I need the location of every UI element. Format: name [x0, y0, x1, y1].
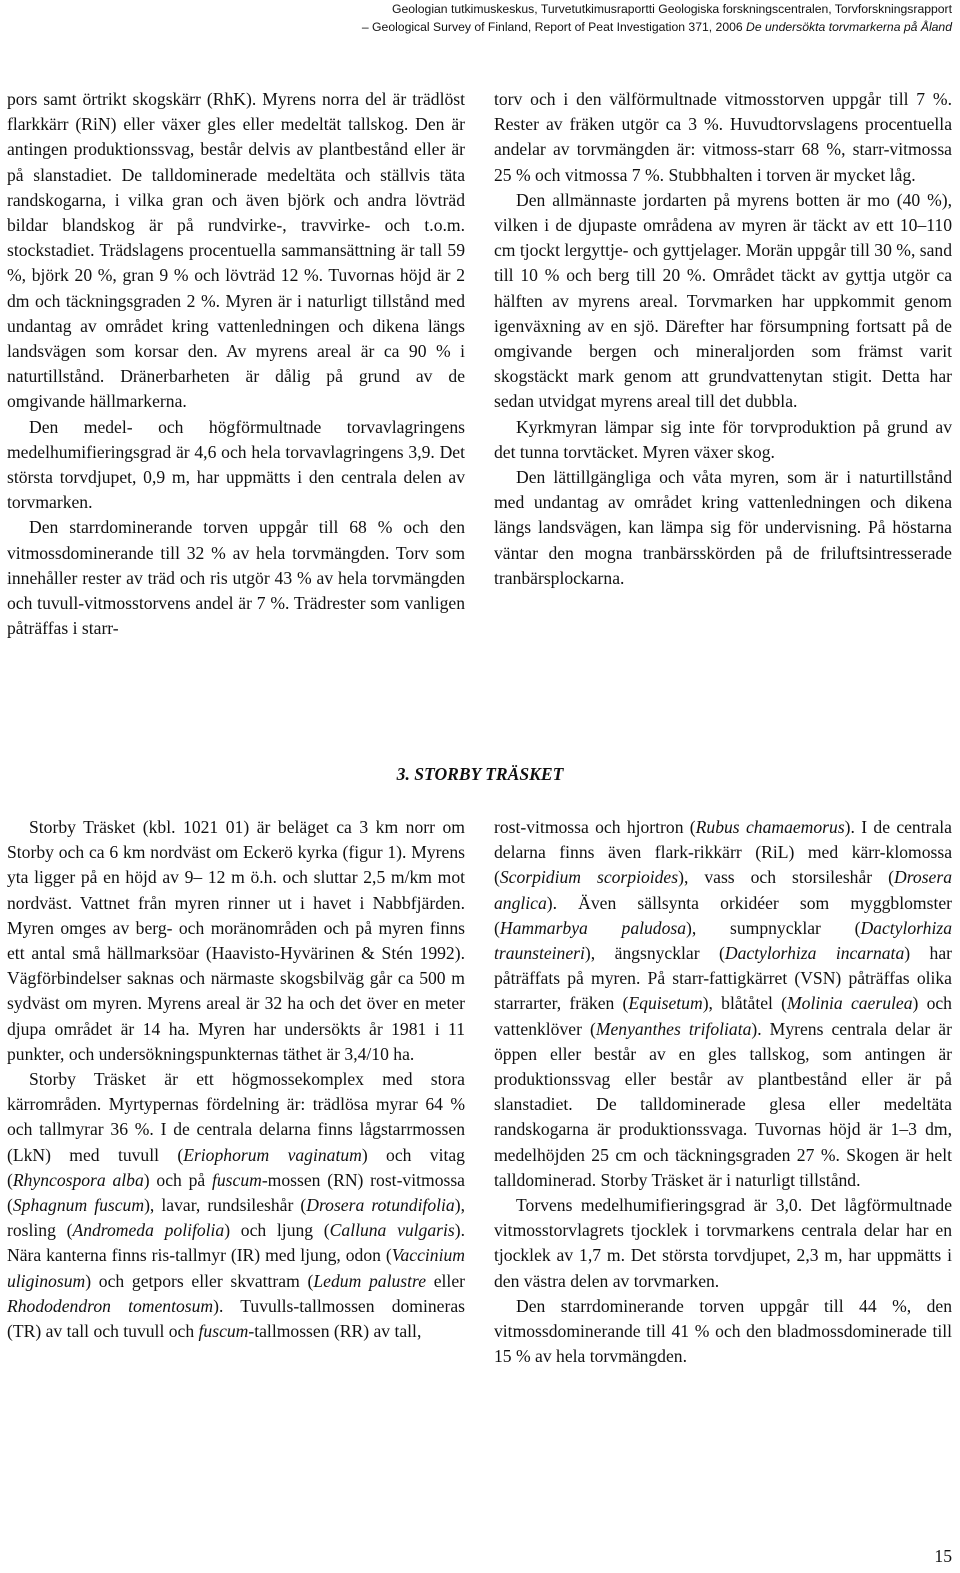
text-run: ), lavar, rundsileshår (: [144, 1195, 307, 1216]
text-run: ), vass och storsileshår (: [678, 867, 894, 888]
text-run: ), blåtåtel (: [702, 993, 788, 1014]
section-heading: 3. STORBY TRÄSKET: [396, 764, 564, 784]
species-name: Hammarbya paludosa: [499, 917, 687, 938]
column-bottom-left: [7, 815, 465, 1344]
species-name: Scorpidium scorpioides: [499, 867, 679, 888]
species-name: Dactylorhiza incarnata: [724, 943, 905, 964]
text-run: ). Myrens centrala delar är öppen eller består av en gles tallskog, som antingen är produktionssvag eller består av plantbestånd eller är på slanstadiet. De talldominerade glesa eller medeltäta randskogarna är produktionssvaga. Tuvornas höjd är 1–3 dm, medelhöjden 25 cm och täckningsgraden 27 %. Skogen är helt talldominerad. Storby Träsket är i naturligt tillstånd.: [494, 1018, 952, 1190]
species-name: Rhododendron tomentosum: [7, 1295, 214, 1316]
paragraph: Den allmännaste jordarten på myrens botten är mo (40 %), vilken i de djupaste områdena av myren är täckt av ett 10–110 cm tjockt lergyttje- och gyttjelager. Morän uppgår till 30 %, sand till 10 % och berg till 20 %. Området täckt av gyttja utgör ca hälften av myrens areal. Torvmarken har uppkommit genom igenväxning av en sjö. Därefter har försumpning fortsatt på de omgivande bergen och mineraljorden som främst varit skogstäckt mark genom att grundvattenytan stigit. Detta har sedan utvidgat myrens areal till det dubbla.: [494, 189, 952, 412]
species-name: fuscum: [198, 1321, 249, 1342]
species-name: Equisetum: [628, 993, 703, 1014]
species-name: Menyanthes trifoliata: [595, 1018, 752, 1039]
paragraph: Torvens medelhumifieringsgrad är 3,0. Det lågförmultnade vitmosstorvlagrets tjocklek i torvmarkens centrala delar har en tjocklek av 1,7 m. Det största torvdjupet, 2,3 m, har uppmätts i den västra delen av torvmarken.: [494, 1195, 952, 1291]
paragraph: pors samt örtrikt skogskärr (RhK). Myrens norra del är trädlöst flarkkärr (RiN) eller växer gles eller medeltät tallskog. Den är antingen produktionssvag, består delvis av plantbestånd eller är på slanstadiet. De talldominerade medeltäta och ställvis täta randskogarna, i vilka gran och även björk och andra lövträd bildar blandskog är på rundvirke-, travvirke- och t.o.m. stockstadiet. Trädslagens procentuella sammansättning är tall 59 %, björk 20 %, gran 9 % och lövträd 12 %. Tuvornas höjd är 2 dm och täckningsgraden 2 %. Myren är i naturligt tillstånd med undantag av området kring vattenledningen och dikena längs landsvägen som korsar den. Av myrens areal är ca 90 % i naturtillstånd. Dränerbarheten är dålig på grund av de omgivande hällmarkerna.: [7, 89, 465, 412]
paragraph: Storby Träsket (kbl. 1021 01) är beläget ca 3 km norr om Storby och ca 6 km nordväst om Eckerö kyrka (figur 1). Myrens yta ligger på en höjd av 9– 12 m ö.h. och sluttar 2,5 m/km mot nordväst. Vattnet från myren rinner ut i havet i Nabbfjärden. Myren omges av berg- och moränområden och på myren finns ett antal små hällmarksöar (Haavisto-Hyvärinen & Stén 1992). Vägförbindelser saknas och närmaste skogsbilväg går ca 500 m sydväst om myren. Myrens areal är 32 ha och det över en meter djupa området är 14 ha. Myren har undersökts år 1981 i 11 punkter, och undersökningspunkternas täthet är 3,4/10 ha.: [7, 817, 465, 1064]
running-header: [362, 0, 952, 36]
header-line-1: Geologian tutkimuskeskus, Turvetutkimusraportti Geologiska forskningscentralen, Torvforskningsrapport: [392, 2, 952, 16]
paragraph: [7, 1067, 465, 1344]
page-number: 15: [934, 1546, 952, 1566]
species-name: Ledum palustre: [313, 1270, 427, 1291]
text-run: ), ängsnycklar (: [584, 943, 725, 964]
paragraph: Den starrdominerande torven uppgår till 68 % och den vitmossdominerande till 32 % av hela torvmängden. Torv som innehåller rester av träd och ris utgör 43 % av hela torvmängden och tuvull-vitmosstorvens andel är 7 %. Trädrester som vanligen påträffas i starr-: [7, 517, 465, 639]
text-run: ) och vattenklöver (: [494, 993, 952, 1039]
text-run: -mossen (RN) rost-vitmossa (: [7, 1169, 465, 1216]
text-run: rost-vitmossa och hjortron (: [494, 817, 696, 837]
text-run: ) och getpors eller skvattram (: [85, 1270, 314, 1291]
text-run: ). Även sällsynta orkidéer som myggblomster (: [494, 892, 952, 938]
text-run: ) och ljung (: [224, 1220, 330, 1241]
species-name: Eriophorum vaginatum: [183, 1144, 362, 1165]
text-run: -tallmossen (RR) av tall,: [248, 1321, 422, 1342]
species-name: Rhyncospora alba: [12, 1169, 144, 1190]
species-name: Andromeda polifolia: [72, 1220, 225, 1241]
text-run: ), sumpnycklar (: [686, 917, 861, 938]
column-bottom-right: [494, 815, 952, 1369]
species-name: Dactylorhiza traunsteineri: [494, 917, 953, 964]
text-run: Storby Träsket är ett högmossekomplex med stora kärrområden. Myrtypernas fördelning är: trädlösa myrar 64 % och tallmyrar 36 %. I de centrala delarna finns lågstarrmossen (LkN) med tuvull (: [7, 1069, 465, 1165]
header-line-2-italic: De undersökta torvmarkerna på Åland: [746, 20, 952, 34]
paragraph: torv och i den välförmultnade vitmosstorven uppgår till 7 %. Rester av fräken utgör ca 3 %. Huvudtorvslagens procentuella andelar av torvmängden är: vitmoss-starr 68 %, starr-vitmossa 25 % och vitmossa 7 %. Stubbhalten i torven är mycket låg.: [494, 89, 952, 185]
text-run: ) har påträffats på myren. På starr-fattigkärret (VSN) påträffas olika starrarter, fräken (: [494, 943, 952, 1014]
species-name: fuscum: [211, 1169, 262, 1190]
text-run: ). Nära kanterna finns ris-tallmyr (IR) med ljung, odon (: [7, 1220, 465, 1266]
species-name: Molinia caerulea: [787, 993, 913, 1014]
species-name: Vaccinium uliginosum: [7, 1245, 465, 1291]
column-top-left: [7, 87, 465, 641]
header-line-2-plain: – Geological Survey of Finland, Report of Peat Investigation 371, 2006: [361, 20, 743, 34]
paragraph: [494, 815, 952, 1193]
text-run: ). I de centrala delarna finns även flark-rikkärr (RiL) med kärr-klomossa (: [494, 817, 952, 888]
header-line-2: [362, 18, 952, 36]
column-top-right: [494, 87, 952, 591]
paragraph: Den medel- och högförmultnade torvavlagringens medelhumifieringsgrad är 4,6 och hela torvavlagringens 3,9. Det största torvdjupet, 0,9 m, har uppmätts i den centrala delen av torvmarken.: [7, 416, 465, 513]
species-name: Sphagnum fuscum: [12, 1195, 145, 1216]
species-name: Drosera anglica: [494, 867, 952, 913]
paragraph: Kyrkmyran lämpar sig inte för torvproduktion på grund av det tunna torvtäcket. Myren växer skog.: [494, 416, 952, 462]
text-run: ) och på: [143, 1169, 212, 1190]
species-name: Calluna vulgaris: [329, 1220, 455, 1241]
text-run: ). Tuvulls-tallmossen domineras (TR) av tall och tuvull och: [7, 1295, 465, 1342]
text-run: eller: [426, 1270, 465, 1291]
text-run: ), rosling (: [7, 1195, 465, 1241]
paragraph: Den starrdominerande torven uppgår till 44 %, den vitmossdominerande till 41 % och den bladmossdominerade till 15 % av hela torvmängden.: [494, 1295, 952, 1367]
text-run: ) och vitag (: [7, 1144, 465, 1190]
species-name: Drosera rotundifolia: [306, 1195, 455, 1216]
species-name: Rubus chamaemorus: [695, 817, 845, 837]
paragraph: Den lättillgängliga och våta myren, som är i naturtillstånd med undantag av området kring vattenledningen och dikena längs landsvägen, kan lämpa sig för undervisning. På höstarna väntar den mogna tranbärsskörden på de friluftsintresserade tranbärsplockarna.: [494, 467, 952, 588]
